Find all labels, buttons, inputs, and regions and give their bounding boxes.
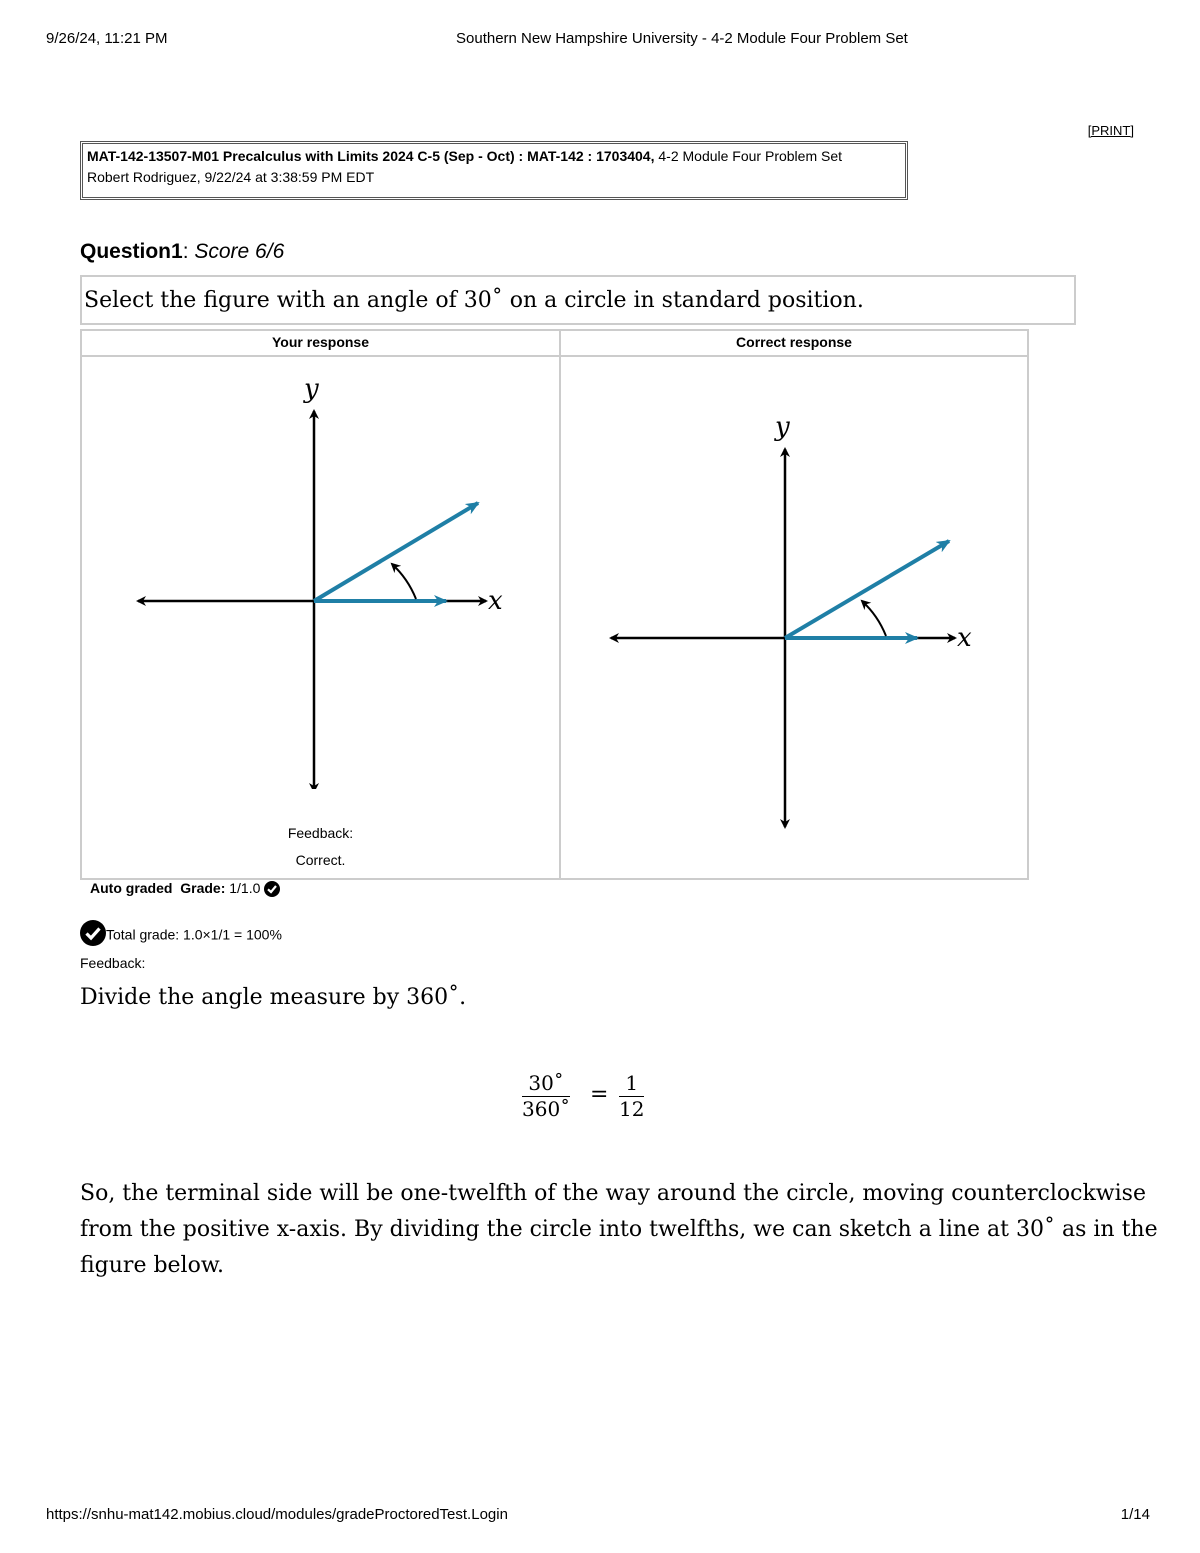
footer-url: https://snhu-mat142.mobius.cloud/modules/gradeProctoredTest.Login bbox=[46, 1506, 508, 1523]
y-axis-label: y bbox=[304, 374, 319, 404]
correct-response-header: Correct response bbox=[561, 331, 1027, 357]
print-link[interactable]: [PRINT] bbox=[1087, 123, 1134, 138]
result-numerator: 1 bbox=[619, 1071, 644, 1097]
your-response-header: Your response bbox=[82, 331, 559, 357]
correct-response-figure bbox=[561, 359, 1027, 859]
terminal-side-arrow bbox=[785, 541, 949, 638]
auto-graded-line bbox=[90, 880, 280, 897]
question-colon: : bbox=[182, 240, 195, 263]
checkmark-icon bbox=[80, 920, 106, 946]
feedback-label: Feedback: bbox=[287, 825, 354, 841]
question-title bbox=[80, 240, 284, 264]
total-grade-line bbox=[80, 926, 282, 946]
equals-sign: = bbox=[590, 1082, 609, 1107]
total-grade: Total grade: 1.0×1/1 = 100% bbox=[106, 926, 282, 943]
course-name: MAT-142-13507-M01 Precalculus with Limits 2024 C-5 (Sep - Oct) : MAT-142 : 1703404, bbox=[87, 148, 655, 164]
print-datetime: 9/26/24, 11:21 PM bbox=[46, 30, 168, 47]
grade-label: Grade: bbox=[180, 880, 226, 896]
question-score: Score 6/6 bbox=[194, 240, 285, 263]
explanation-line: Divide the angle measure by 360˚. bbox=[80, 985, 467, 1010]
explanation-para-line1: So, the terminal side will be one-twelfth of the way around the circle, moving counterclockwise bbox=[80, 1181, 1146, 1206]
your-response-figure[interactable] bbox=[82, 359, 559, 789]
assignment-name: 4-2 Module Four Problem Set bbox=[654, 148, 843, 164]
x-axis-label: x bbox=[488, 586, 503, 616]
question-prompt: Select the figure with an angle of 30˚ on a circle in standard position. bbox=[80, 275, 1076, 325]
response-table bbox=[80, 329, 1030, 880]
footer-page-number: 1/14 bbox=[1120, 1506, 1150, 1523]
terminal-side-arrow bbox=[314, 503, 478, 601]
question-number: Question1 bbox=[80, 240, 183, 263]
explanation-para-line3: figure below. bbox=[80, 1253, 225, 1278]
explanation-para-line2: from the positive x-axis. By dividing the circle into twelfths, we can sketch a line at 30˚ as in the bbox=[80, 1217, 1158, 1242]
feedback-value: Correct. bbox=[295, 852, 346, 868]
angle-arc bbox=[862, 601, 886, 636]
grade-value: 1/1.0 bbox=[229, 880, 261, 896]
auto-graded-label: Auto graded bbox=[90, 880, 173, 896]
result-denominator: 12 bbox=[619, 1097, 645, 1121]
course-line bbox=[87, 146, 901, 167]
checkmark-icon bbox=[264, 881, 280, 897]
angle-arc bbox=[392, 564, 416, 599]
student-line: Robert Rodriguez, 9/22/24 at 3:38:59 PM EDT bbox=[87, 169, 375, 185]
your-response-column bbox=[80, 329, 561, 880]
course-info-box bbox=[80, 141, 908, 200]
fraction-numerator: 30˚ bbox=[522, 1071, 570, 1097]
print-page-title: Southern New Hampshire University - 4-2 Module Four Problem Set bbox=[456, 30, 908, 47]
fraction-result bbox=[619, 1071, 644, 1122]
y-axis-label: y bbox=[775, 412, 790, 442]
fraction-denominator: 360˚ bbox=[522, 1097, 571, 1121]
feedback-heading: Feedback: bbox=[80, 955, 146, 971]
x-axis-label: x bbox=[957, 623, 972, 653]
fraction-angle bbox=[522, 1071, 570, 1122]
correct-response-column bbox=[559, 329, 1029, 880]
